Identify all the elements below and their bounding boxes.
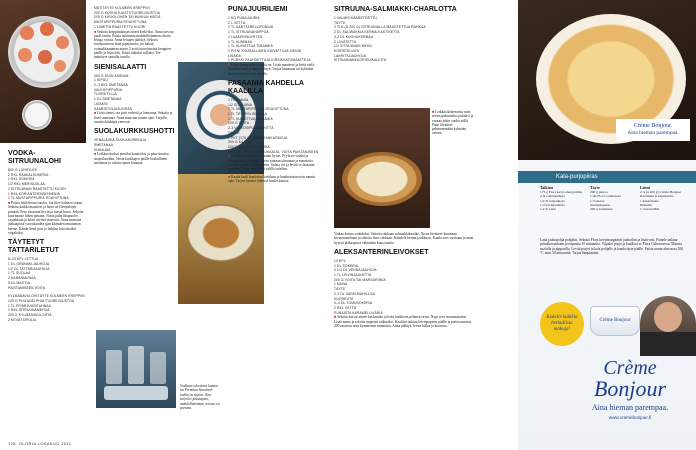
pickle-shots-photo — [96, 330, 176, 408]
recipe-column-4c — [334, 232, 474, 438]
ingredient-list: 400 G SUOLASIENIÄ 1 SIPULI 2–3 RKL SMETANAA VALKOPIPPURIA TUORETILLIÄ 1 DL SMETANAA LISÄKSI: SAARISTOLAISLEIPÄÄ — [94, 73, 133, 111]
recipe-title: PUNAJUURILIEMI — [228, 6, 288, 13]
recipe-instructions: ■ Kuori punajuuret ja keitä ne. Lisää mausteet ja keitä vielä. Suodata liemi ja anna jäähtyä. Tarjoa kuumana tai kylmänä. Nosta kirkkaat lasit tarjolle. — [228, 63, 315, 76]
table-column: Taikina 175 g Flora kevyt-margariinia 2 dl vehnäjauhoja 1/2 dl ruisjauhoja 1 tl leivinjauhetta 1/2 dl vettä — [540, 185, 583, 212]
recipe-instructions: ■ Sekoita kuivat aineet keskenään ja lisää joukkoon pehmeä rasva. Nypi seos murumaiseksi. Lisää muna ja sekoita nopeasti taikinaksi. Kaulitse taikina leivinpaperin päälle ja paista uunissa 200 asteessa noin kymmenen minuuttia. Anna jäähtyä, levitä hilloa ja kuorruta. — [334, 315, 472, 328]
bullet-square-icon: ■ — [228, 174, 231, 179]
recipe-instructions: ■ Poista lohifileestä ruodot. Jaa filee kahteen osaan. Sekoita kaikki mausteet ja hiero ne fileepalojen pintaan. Pese sitruunat hyvin ja raasta kuori. Sekoita kuoriraaste lohen pintaan. Nosta palat lihapuolet vastakkain ja kääri tiiviisti muoviin. Anna maustua jääkaapissa vuorokauden ajan kääntäen muutaman kerran. Kaada liemi pois ja leikkaa lohi ohuiksi viipaleiksi. — [8, 200, 84, 235]
bullet-square-icon: ■ — [432, 110, 435, 114]
card-brand: Crème Bonjour. — [633, 123, 673, 129]
ad-slogan: Aina hieman parempaa. — [591, 403, 669, 412]
bullet-square-icon: ■ — [228, 154, 231, 159]
recipe-column-2 — [94, 6, 174, 306]
bullet-square-icon: ■ — [94, 152, 97, 157]
page-footer — [8, 441, 71, 446]
logo-top: Crème — [603, 357, 657, 379]
recipe-column-4b — [432, 110, 474, 232]
ad-url: www.cremebonjour.fi — [608, 415, 652, 420]
recipe-column-3 — [228, 6, 320, 436]
ingredient-list: 2 FASAANIA 1/2 SITRUUNA 1 TL MUSTAPIPPURIA ROUHITTUNA 1 TL TRYFFELISUOLAA 1 TL KUIVATTUA TIMJAMIA 100 G VOITA 2-3 VALKOSIPULINKYNTTÄ TÄYTE: 1 PKT (175 G) AMERIKANKURKKUA 200 G KAALIA 100 G SELLERIN VARSIA LISÄKSI: 500 G RUUSUKAALIA, VOITA PAISTAMISEEN — [228, 97, 319, 154]
recipe-instructions: ■ Leikkaa kurkut pieniksi kuutioiksi ja pane kuutiot snapsilaseihin. Nosta kurkkujen päälle lusikallinen smetanaa ja valuta ripaus hunajaa. — [94, 152, 169, 165]
logo-bottom: Bonjour — [593, 376, 667, 401]
table-column: Täyte 200 g purjoa 1 rkl Flora Culinessea 1 tl suolaa mustapippuria 200 g savukalaa — [590, 185, 621, 212]
ingredient-list: VENÄLÄISIÄ SUOLAKURKKUJA SMETANAA HUNAJAA — [94, 138, 147, 152]
recipe-title: VODKA-SITRUUNALOHI — [8, 150, 61, 165]
recipe-title: SUOLAKURKKUSHOTTI — [94, 128, 174, 136]
photo-caption: Vodkaan sekoitetut luumut tai Premium Standard-vodka on sopiva. Kun tarjoilet jääsnapsin, mahdollisimman vetoisa on parasta. — [180, 384, 220, 411]
bullet-square-icon: ■ — [94, 29, 97, 34]
page-number: 128 — [8, 441, 16, 446]
recipe-title: FASAANIA KAHDELLA KAALILLA — [228, 79, 304, 95]
charlotte-cake-photo — [334, 108, 430, 228]
try-flavours-badge: Kokeile kaikkia herkullisia makuja! — [540, 302, 584, 346]
recipe-title: ALEKSANTERINLEIVOKSET — [334, 248, 429, 256]
recipe-instructions: Vatkaa kerma vaahdoksi. Sekoita rahkaan salmiakkikastike. Nosta liivatteet kuumaan sitruunamehuun ja sekoita liuos rahkaan. Kääntele kerma joukkoon. Kaada seos vuokaan ja anna hyytyä jääkaapissa vähintään kuusi tuntia. — [334, 232, 474, 245]
recipe-instructions: ■ Kaada kaali kuutioina kattilaan ja haudutetaan noin tunnin ajan. Tarjoa fasaani yhdessä kaalin kanssa. — [228, 174, 315, 183]
recipe-instructions: ■ Sekoita kreppitaikinan aineet kerkeiksi. Anna turvota puoli tuntia. Paista taikinasta mahdollisimman ohuita lettuja voissa. Anna lettujen jäähtyä. Sekoita tuorejuustoon lisää piparjuurta, jos haluat voimakkaamman maun. Levitä tuorejuustoa kreppien päälle ja lisää lohi. Kääri tiukaksi rullaksi. Tee mätitäyte samalla tavalla. — [94, 29, 174, 60]
ingredient-list: 800 G LOHIFILEE 2 RKL RAAKALSOKERIA 1 RKL SOKERIA 1/2 RKL MERISUOLAA 2 SITRUUNAN RAASTETTU KUORI 1 RKL KORIANTERINSIEMENIÄ 1 TL MUSTAPIPPURIA ROUHITTUNA — [8, 168, 69, 201]
ingredient-list: 1 VALMIS KÄÄRETORTTU TÄYTE 2 TLK (À 200 G) SITRUUNALLA MAUSTETTUA RAHKAA 2 DL SALMIAKKIA KERMA-KASTIKETTA 3-2 DL KUOHUKERMAA 2 LIIVATETTA 1/2 SITRUUNAN MEHU KORISTELUUN LAKRITSIJAUHOJA SITRUUNANKUORISUIKALEITA — [334, 16, 426, 63]
ingredient-list: KYLMÄSAVULOHITÄYTE KOLMEEN KREPPIIN 125 G PHILADELPHIA-TUOREJUUSTOA 1 TL PIPARJUURITAHNAA 1 RKL SITRUUNAMEHUA 200 G KYLMÄSAVULOHTA 2 KEVÄTSIPULIA — [8, 294, 85, 322]
bullet-square-icon: ■ — [8, 200, 11, 205]
recipe-column-1 — [8, 146, 88, 436]
recipe-instructions: ■ Puhdista ja huuhtele fasaani hyvin. Pyyhi ne sisältä ja ulkopuolelta kuivaksi. Hiero pintaan sitruunaa ja mausteita. Lämmitä uuni 175 asteeseen. Sulata voi ja levitä se fasaanin pinnalle. Paista noin tunti välillä valellen. — [228, 154, 315, 172]
ingredient-list: 1 KG PUNAJUURIA 2 L VETTÄ 2 TL KANTTARELLIPONNIA 1 TL SITRUUNAHAPPOA 2 LAAKERINLEHTEÄ 1 TL KUMINAA 1 TL KUIVATTUA TIMJAMIA 1 PIENI KOURALLINEN KUIVATTUJA SIENIÄ LISÄKSI 1 PURKKI PAAHDETTUJA KIRSIKKATOMAATTEJA — [228, 16, 311, 63]
product-tub: Crème Bonjour — [590, 306, 640, 336]
bullet-square-icon: ■ — [94, 111, 97, 116]
ad-recipe-body: Laita jauhopohja pohjaksi. Sekoita Flora kevytmargariini jauhoihin ja lisää vesi. Painele taikina piirakkavuokaan ja esipaista 10 minuuttia. Viipaloi purjo ja kuullota se Flora Culinessessa. Mausta suolalla ja pippurilla. Levitä purjot ja kala pohjalle ja kaada täyte päälle. Paista uunin alaosassa 200 °C noin 30 minuuttia. Tarjoa lämpimänä. — [540, 238, 684, 255]
bullet-square-icon: ■ — [334, 315, 337, 320]
ingredient-list: 8–10 KPL LETTUA 1 DL GRAHAM-JAUHOJA 1/2 DL TATTARIJAUHOJA 1 TL SUOLAA 2 KANANMUNAA 5 DL MAITOA PAISTAMISEEN VOITA — [8, 257, 50, 290]
bonjour-logo — [570, 358, 690, 422]
salmon-plate-photo — [0, 0, 86, 143]
recipe-instructions: ■ Leikkaa kääretorttu noin sentin paksuisiksi paloiksi ja vuoraa jokin vuoka niillä. Pane liivatteet pehmenemään kylmään veteen. — [432, 110, 474, 136]
chef-photo — [640, 296, 696, 356]
brand-card — [616, 119, 690, 141]
ad-recipe-title: Kala-purjopiiras — [518, 171, 696, 183]
bullet-square-icon: ■ — [228, 63, 231, 68]
recipe-instructions: ■ Liota sienet, ota pois vedestä ja hienonna. Sekoita ja lisää smetanaa. Anna maustua tunnin ajan. Tarjoile saaristolaisleipä vieressä. — [94, 111, 173, 124]
ingredient-list: MÄTITÄYTE KOLMEEN KREPPIIN 200 G KUOHUJUUSTOTUOREJUUSTOA 200 G KIRJOLOHEN TAI MUIKUN MÄTIÄ MUSTAPIPPURIA ROUHITTUNA 1 LIMETIN RAASTETTU KUORI — [94, 6, 161, 29]
recipe-title: SIENISALAATTI — [94, 63, 147, 71]
ingredient-list: 10 KPL 1 DL SOKERIA 4 1/2 DL VEHNÄJAUHOJA 1 TL LEIVINJAUHETTA 200 G VOITA TAI MARGARIINIA 1 MUNA TÄYTE 2-3 DL VADELMAHILLOA KUORRUTE 3–4 DL TOMUSOKERIA 2 RKL VETTÄ PUNAISTA KARAMELLIVÄRIÄ — [334, 258, 386, 315]
table-column: Liemi 2 rs (à 200 g) Crème Bonjour Kasviksia ja piparjuurta 1 kananmuna Pinnalle: 1 tl tuoretilliä — [640, 185, 682, 212]
magazine-name: GLORIA LOKAKUU 2011 — [18, 441, 72, 446]
recipe-title: TÄYTETYT TATTARILETUT — [8, 239, 59, 255]
card-slogan: Aina hieman parempaa. — [627, 130, 679, 136]
recipe-title: SITRUUNA-SALMIAKKI-CHARLOTTA — [334, 6, 457, 13]
